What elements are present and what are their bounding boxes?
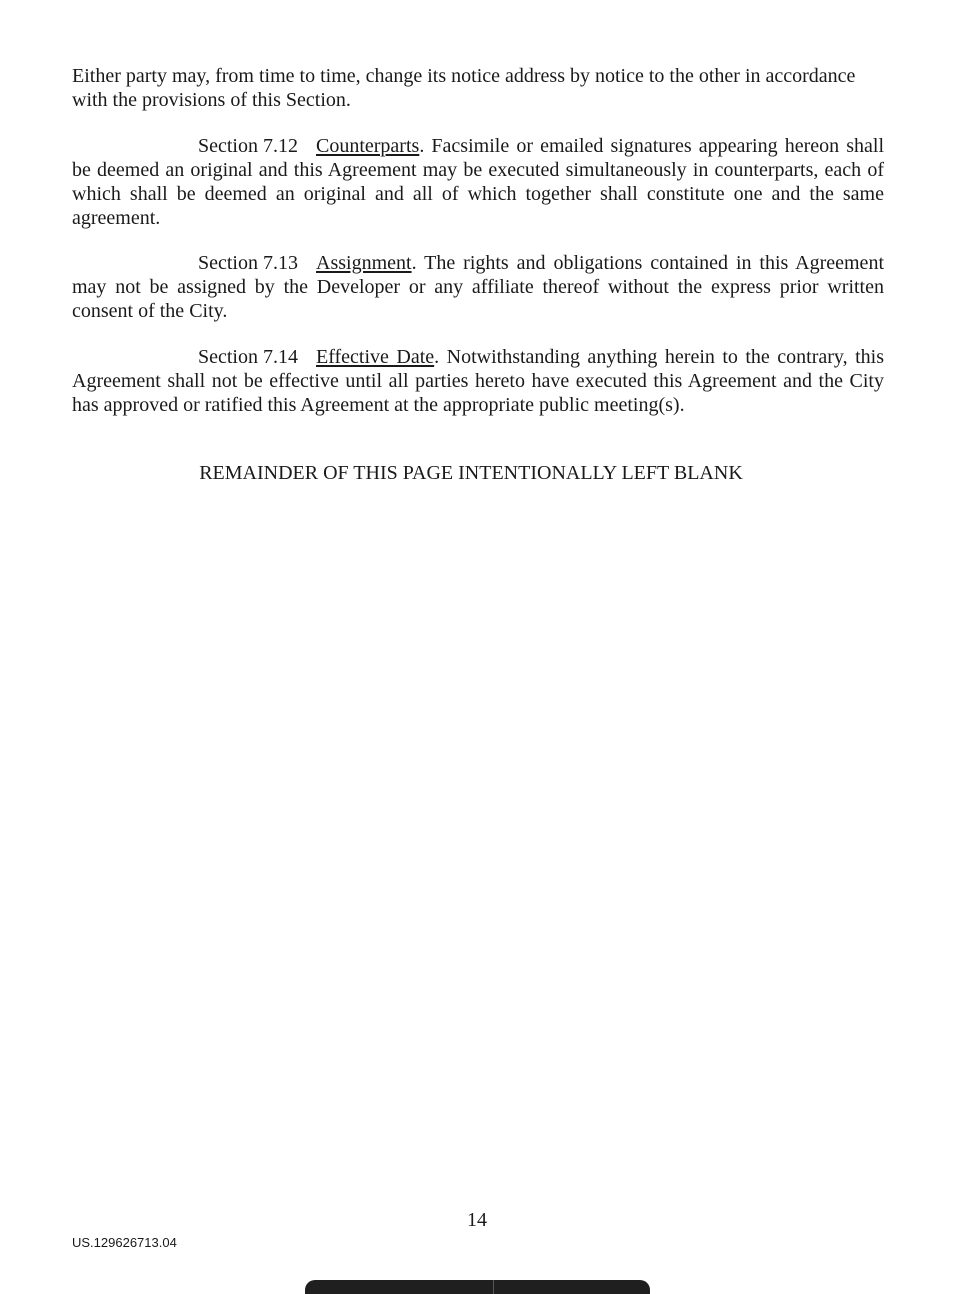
section-body: . Notwithstanding anything herein to the contrary, this Agreement shall not be effective until all parties hereto have executed this Agreement and the City has approved or ratified this Agreement at the appropriate public meeting(s). [72, 346, 884, 416]
document-id: US.129626713.04 [72, 1235, 177, 1250]
section-7-14-paragraph [72, 345, 884, 417]
bar-divider [493, 1280, 494, 1294]
section-7-13-paragraph [72, 251, 884, 323]
section-title: Counterparts [316, 135, 420, 157]
intentionally-blank-notice: REMAINDER OF THIS PAGE INTENTIONALLY LEFT BLANK [199, 462, 743, 484]
section-body: . The rights and obligations contained in this Agreement may not be assigned by the Developer or any affiliate thereof without the express prior written consent of the City. [72, 252, 884, 322]
section-title: Effective Date [316, 346, 435, 368]
section-body: . Facsimile or emailed signatures appearing hereon shall be deemed an original and this Agreement may be executed simultaneously in counterparts, each of which shall be deemed an original and all of which together shall constitute one and the same agreement. [72, 135, 884, 229]
viewer-bottom-bar [305, 1280, 650, 1294]
section-title: Assignment [316, 252, 412, 274]
section-number: Section 7.14 [198, 346, 298, 368]
section-number: Section 7.12 [198, 135, 298, 157]
section-number: Section 7.13 [198, 252, 298, 274]
section-7-12-paragraph [72, 134, 884, 230]
page-number: 14 [467, 1209, 487, 1231]
intro-paragraph: Either party may, from time to time, change its notice address by notice to the other in accordance with the provisions of this Section. [72, 65, 856, 111]
